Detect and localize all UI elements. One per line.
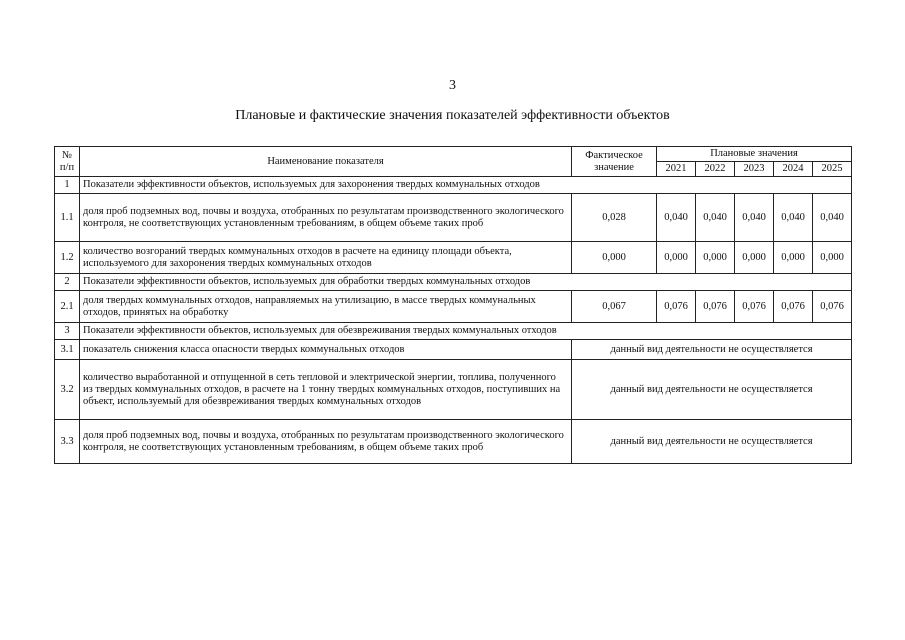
- row-fact: 0,028: [572, 194, 657, 242]
- header-year: 2024: [774, 162, 813, 177]
- row-name: количество возгораний твердых коммунальных отходов в расчете на единицу площади объекта, используемого для захоронения твердых коммунальных отходов: [80, 242, 572, 274]
- header-planned: Плановые значения: [657, 147, 852, 162]
- section-num: 1: [55, 177, 80, 194]
- table-row: [55, 340, 852, 360]
- row-value: 0,076: [735, 291, 774, 323]
- row-num: 3.2: [55, 360, 80, 420]
- section-num: 2: [55, 274, 80, 291]
- row-fact: 0,000: [572, 242, 657, 274]
- header-year: 2021: [657, 162, 696, 177]
- header-year: 2022: [696, 162, 735, 177]
- table-row: [55, 360, 852, 420]
- row-value: 0,000: [774, 242, 813, 274]
- row-value: 0,040: [735, 194, 774, 242]
- section-num: 3: [55, 323, 80, 340]
- header-num-line1: №: [61, 149, 73, 161]
- row-value: 0,000: [735, 242, 774, 274]
- header-num: [55, 147, 80, 177]
- header-year: 2025: [813, 162, 852, 177]
- document-title: Плановые и фактические значения показателей эффективности объектов: [235, 108, 670, 123]
- row-value: 0,000: [696, 242, 735, 274]
- header-year: 2023: [735, 162, 774, 177]
- table-row: [55, 194, 852, 242]
- row-note: данный вид деятельности не осуществляется: [572, 340, 852, 360]
- row-note: данный вид деятельности не осуществляется: [572, 360, 852, 420]
- row-num: 3.1: [55, 340, 80, 360]
- row-name: показатель снижения класса опасности твердых коммунальных отходов: [80, 340, 572, 360]
- page-number: 3: [449, 78, 456, 93]
- row-value: 0,040: [774, 194, 813, 242]
- header-row: [55, 147, 852, 162]
- header-num-line2: п/п: [59, 161, 75, 173]
- row-num: 2.1: [55, 291, 80, 323]
- row-value: 0,000: [657, 242, 696, 274]
- section-title: Показатели эффективности объектов, используемых для обработки твердых коммунальных отходов: [80, 274, 852, 291]
- header-fact-line2: значение: [594, 161, 634, 173]
- row-value: 0,000: [813, 242, 852, 274]
- section-row: [55, 323, 852, 340]
- table-row: [55, 420, 852, 464]
- row-value: 0,076: [774, 291, 813, 323]
- row-note: данный вид деятельности не осуществляется: [572, 420, 852, 464]
- row-name: доля твердых коммунальных отходов, направляемых на утилизацию, в массе твердых коммунальных отходов, принятых на обработку: [80, 291, 572, 323]
- row-fact: 0,067: [572, 291, 657, 323]
- row-value: 0,076: [813, 291, 852, 323]
- row-value: 0,076: [657, 291, 696, 323]
- row-num: 1.1: [55, 194, 80, 242]
- table-row: [55, 242, 852, 274]
- row-value: 0,040: [813, 194, 852, 242]
- table-row: [55, 291, 852, 323]
- indicators-table: [54, 146, 852, 464]
- row-name: доля проб подземных вод, почвы и воздуха, отобранных по результатам производственного экологического контроля, не соответствующих установленным требованиям, в общем объеме таких проб: [80, 420, 572, 464]
- section-title: Показатели эффективности объектов, используемых для обезвреживания твердых коммунальных отходов: [80, 323, 852, 340]
- header-fact: [572, 147, 657, 177]
- section-title: Показатели эффективности объектов, используемых для захоронения твердых коммунальных отходов: [80, 177, 852, 194]
- row-num: 1.2: [55, 242, 80, 274]
- row-value: 0,040: [696, 194, 735, 242]
- section-row: [55, 177, 852, 194]
- row-num: 3.3: [55, 420, 80, 464]
- section-row: [55, 274, 852, 291]
- header-fact-line1: Фактическое: [585, 149, 643, 161]
- row-name: доля проб подземных вод, почвы и воздуха, отобранных по результатам производственного экологического контроля, не соответствующих установленным требованиям, в общем объеме таких проб: [80, 194, 572, 242]
- row-value: 0,076: [696, 291, 735, 323]
- row-name: количество выработанной и отпущенной в сеть тепловой и электрической энергии, топлива, полученного из твердых коммунальных отходов, в расчете на 1 тонну твердых коммунальных отходов, поступивших на объект, используемый для обезвреживания твердых коммунальных отходов: [80, 360, 572, 420]
- header-name: Наименование показателя: [80, 147, 572, 177]
- row-value: 0,040: [657, 194, 696, 242]
